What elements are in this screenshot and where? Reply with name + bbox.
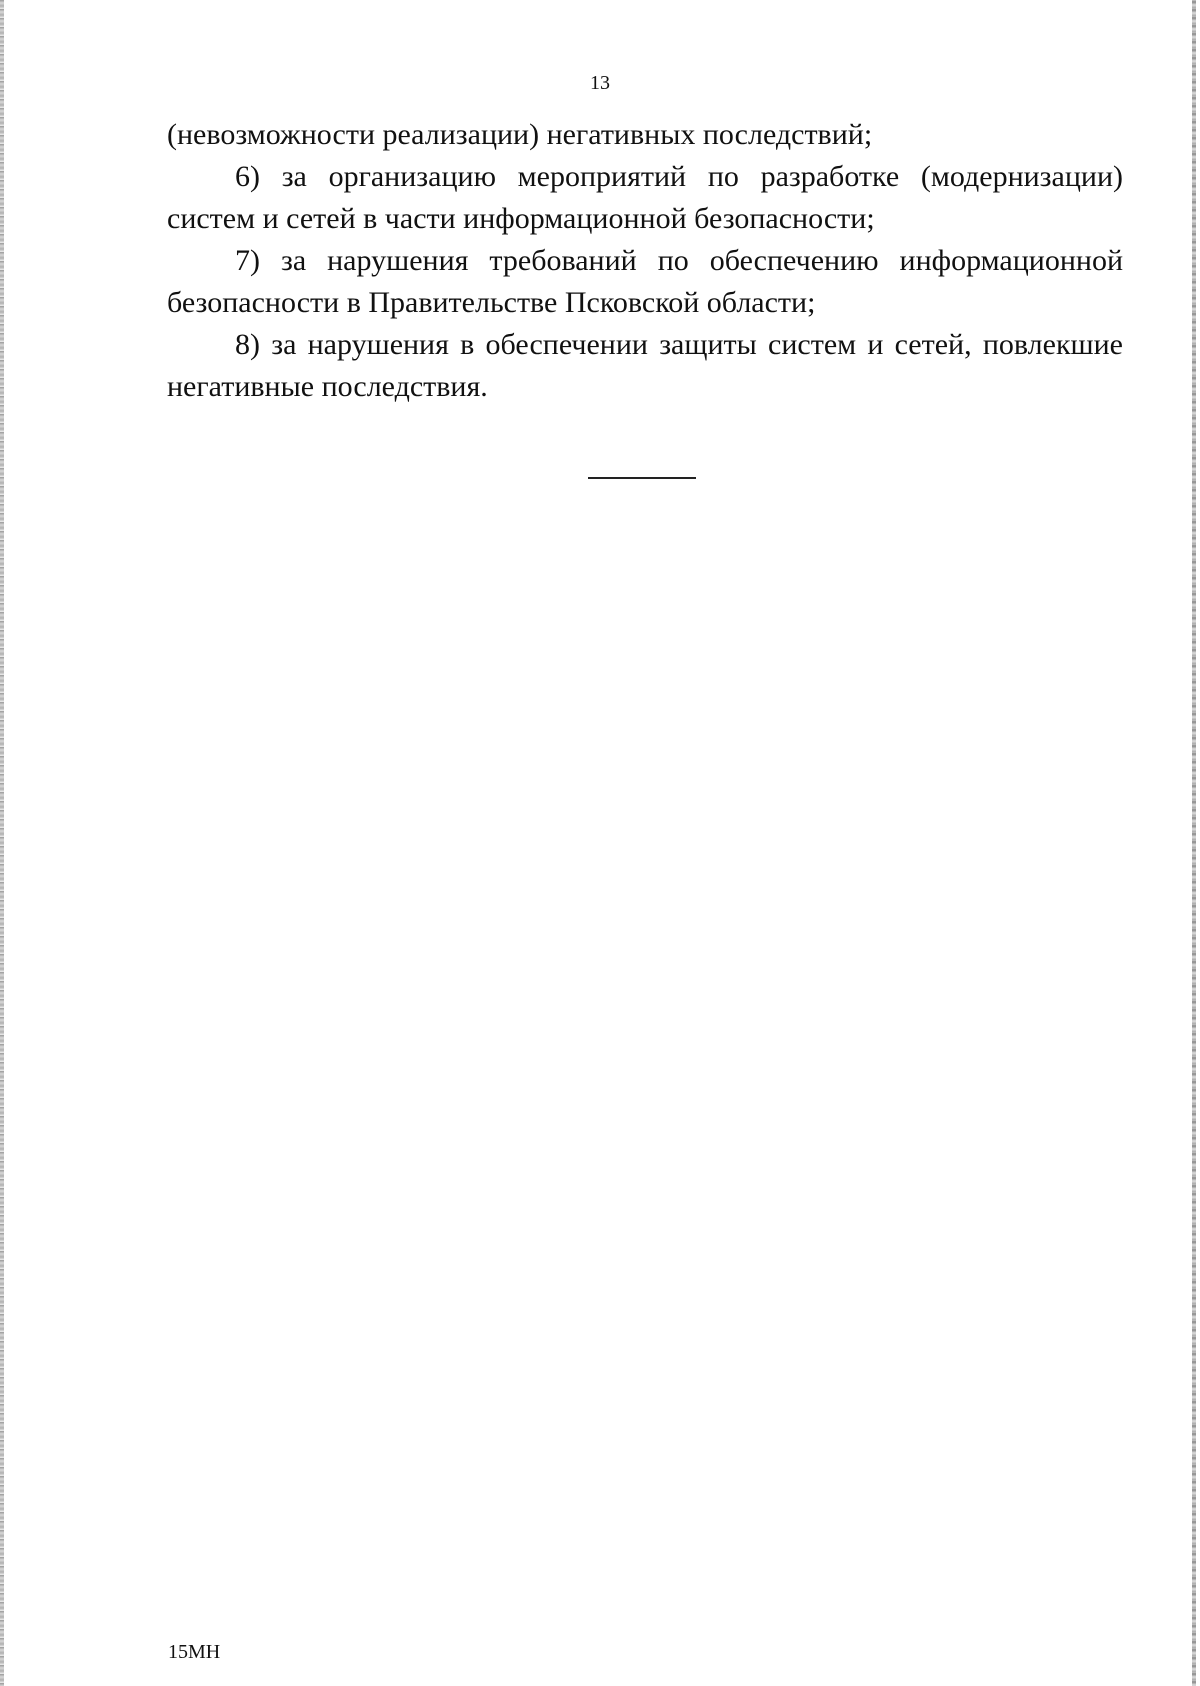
- paragraph-continuation: (невозможности реализации) негативных последствий;: [167, 118, 873, 151]
- scan-edge-left: [0, 0, 4, 1686]
- page-number: 13: [590, 72, 610, 94]
- end-separator-line: [588, 477, 696, 479]
- scan-edge-right: [1192, 0, 1196, 1686]
- paragraph-item-7: 7) за нарушения требований по обеспечению информационной безопасности в Правительстве Псковской области;: [167, 244, 1123, 319]
- paragraph-item-8: 8) за нарушения в обеспечении защиты систем и сетей, повлекшие негативные последствия.: [167, 328, 1123, 403]
- footer-document-code: 15МН: [168, 1641, 221, 1663]
- paragraph-item-6: 6) за организацию мероприятий по разработке (модернизации) систем и сетей в части информационной безопасности;: [167, 160, 1123, 235]
- document-body: [167, 114, 1123, 408]
